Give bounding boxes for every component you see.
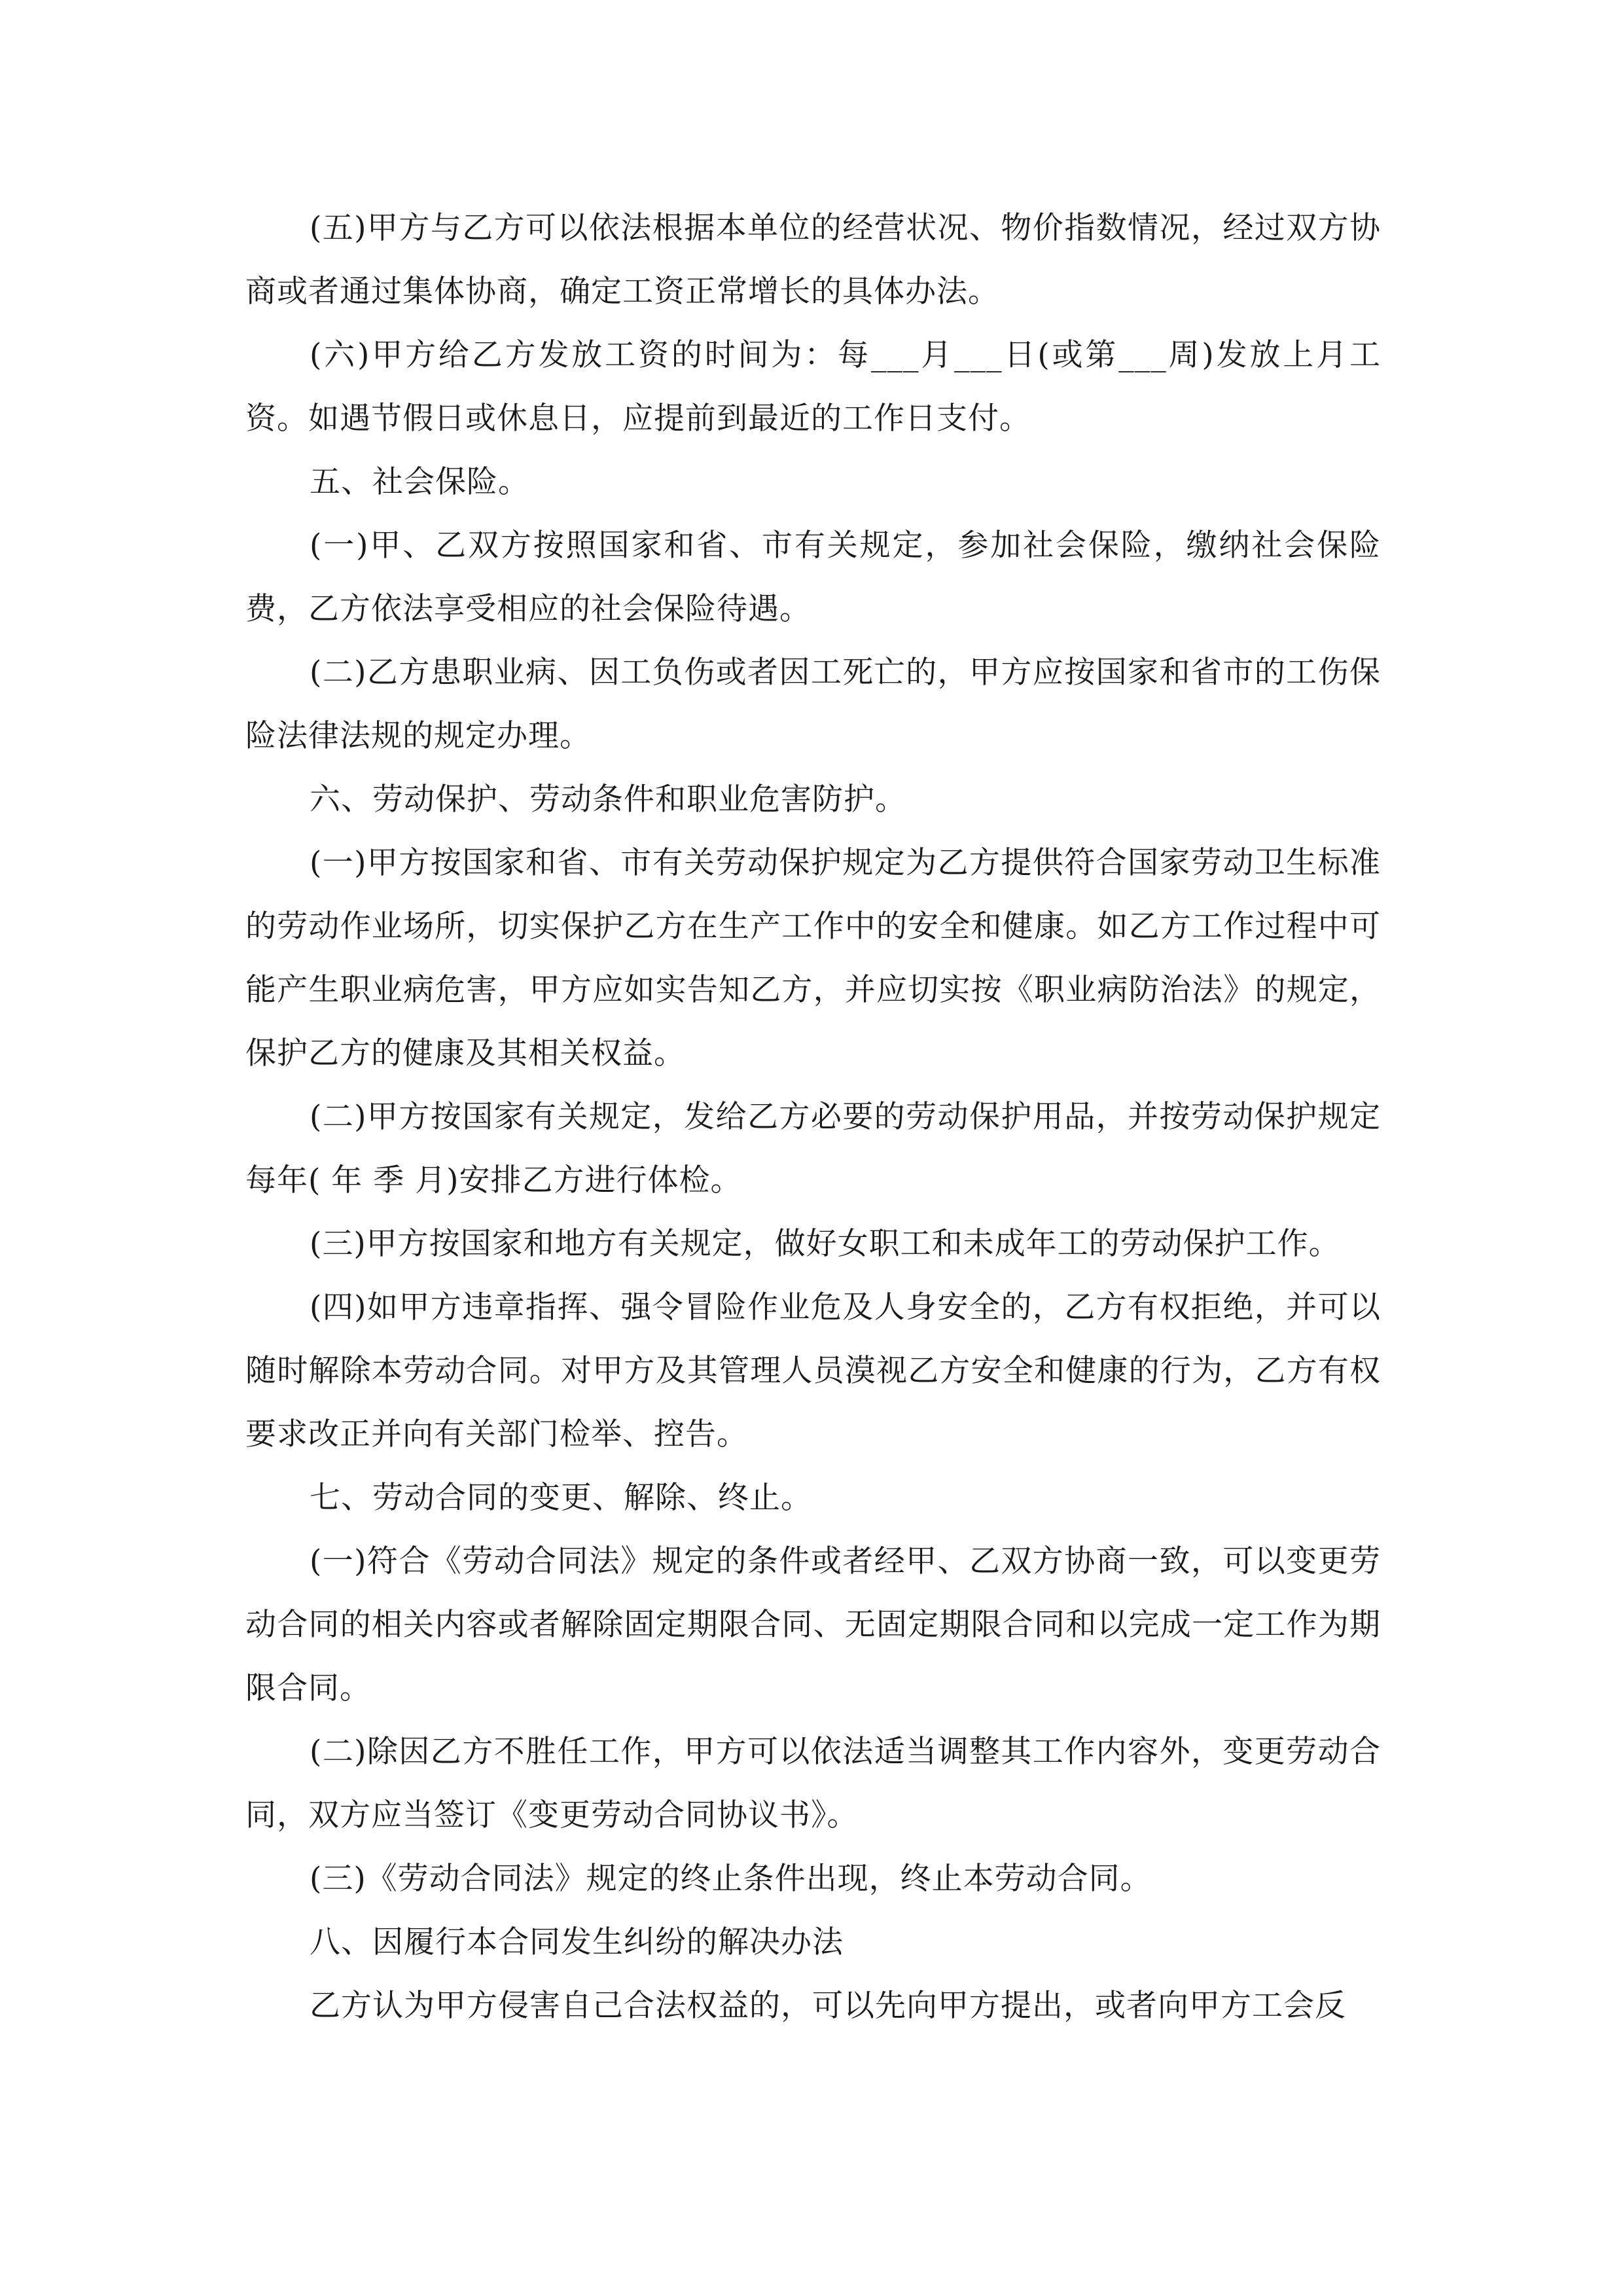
section-heading-contract-change: 七、劳动合同的变更、解除、终止。 [310,1480,812,1516]
clause-5-5: (五)甲方与乙方可以依法根据本单位的经营状况、物价指数情况，经过双方协商或者通过集体协商，确定工资正常增长的具体办法。 [245,210,1381,310]
clause-social-insurance-2: (二)乙方患职业病、因工负伤或者因工死亡的，甲方应按国家和省市的工伤保险法律法规的规定办理。 [245,655,1381,754]
clause-5-6: (六)甲方给乙方发放工资的时间为：每___月___日(或第___周)发放上月工资。如遇节假日或休息日，应提前到最近的工作日支付。 [245,337,1381,437]
section-heading-labor-protection: 六、劳动保护、劳动条件和职业危害防护。 [310,781,906,817]
clause-labor-protection-3: (三)甲方按国家和地方有关规定，做好女职工和未成年工的劳动保护工作。 [310,1226,1340,1262]
clause-labor-protection-4: (四)如甲方违章指挥、强令冒险作业危及人身安全的，乙方有权拒绝，并可以随时解除本劳动合同。对甲方及其管理人员漠视乙方安全和健康的行为，乙方有权要求改正并向有关部门检举、控告。 [245,1289,1381,1452]
section-heading-social-insurance: 五、社会保险。 [310,464,529,500]
clause-labor-protection-2: (二)甲方按国家有关规定，发给乙方必要的劳动保护用品，并按劳动保护规定每年( 年 季 月)安排乙方进行体检。 [245,1099,1381,1198]
clause-contract-change-2: (二)除因乙方不胜任工作，甲方可以依法适当调整其工作内容外，变更劳动合同，双方应当签订《变更劳动合同协议书》。 [245,1734,1381,1833]
clause-labor-protection-1: (一)甲方按国家和省、市有关劳动保护规定为乙方提供符合国家劳动卫生标准的劳动作业场所，切实保护乙方在生产工作中的安全和健康。如乙方工作过程中可能产生职业病危害，甲方应如实告知乙方，并应切实按《职业病防治法》的规定，保护乙方的健康及其相关权益。 [245,845,1381,1071]
clause-dispute-resolution: 乙方认为甲方侵害自己合法权益的，可以先向甲方提出，或者向甲方工会反 [310,1988,1346,2024]
clause-social-insurance-1: (一)甲、乙双方按照国家和省、市有关规定，参加社会保险，缴纳社会保险费，乙方依法享受相应的社会保险待遇。 [245,528,1381,627]
section-heading-dispute-resolution: 八、因履行本合同发生纠纷的解决办法 [310,1924,844,1960]
document-body [245,196,1381,2037]
clause-contract-change-3: (三)《劳动合同法》规定的终止条件出现，终止本劳动合同。 [310,1861,1152,1897]
clause-contract-change-1: (一)符合《劳动合同法》规定的条件或者经甲、乙双方协商一致，可以变更劳动合同的相关内容或者解除固定期限合同、无固定期限合同和以完成一定工作为期限合同。 [245,1543,1381,1706]
